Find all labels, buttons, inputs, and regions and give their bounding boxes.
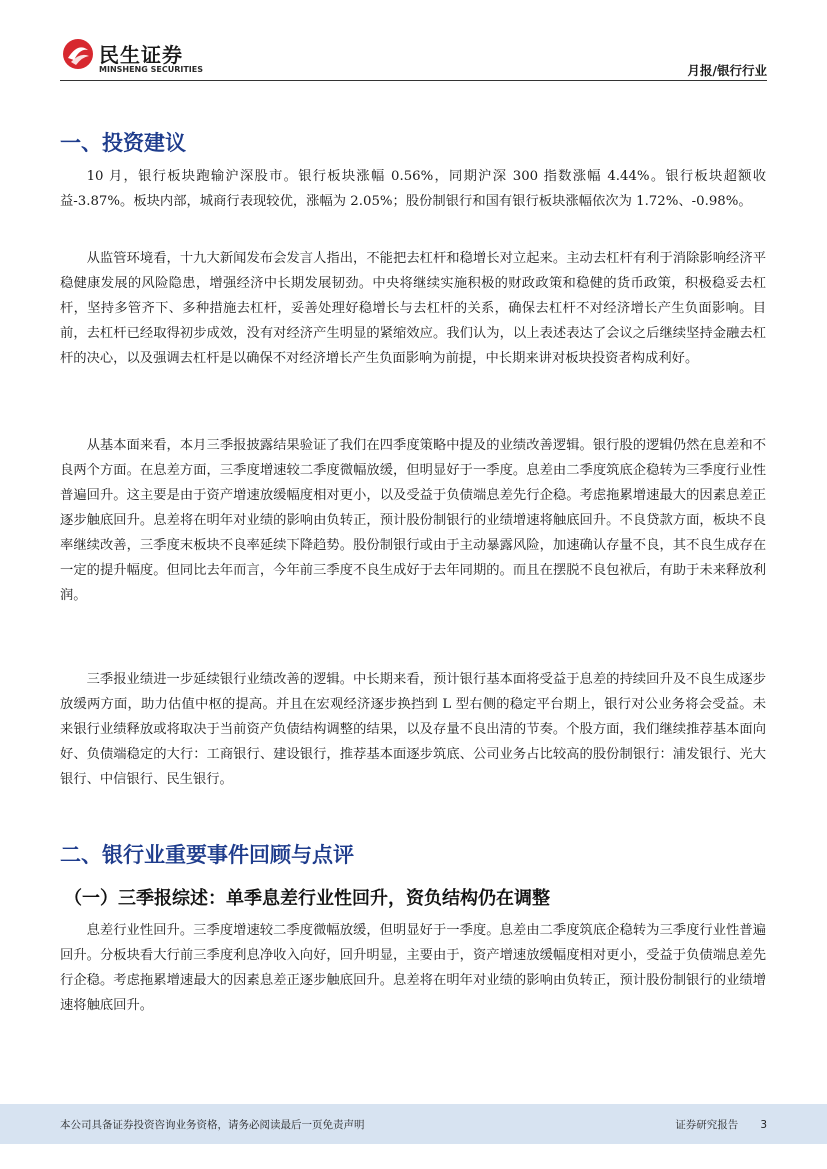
section-heading-industry-events: 二、银行业重要事件回顾与点评: [60, 843, 354, 867]
paragraph-market-performance: 10 月，银行板块跑输沪深股市。银行板块涨幅 0.56%，同期沪深 300 指数涨幅 4.44%。银行板块超额收益-3.87%。板块内部，城商行表现较优，涨幅为 2.05%；股份制银行和国有银行板块涨幅依次为 1.72%、-0.98%。: [60, 169, 766, 209]
subsection-heading-q3-summary: （一）三季报综述：单季息差行业性回升，资负结构仍在调整: [64, 888, 550, 909]
logo-chinese-name: 民生证券: [99, 43, 183, 67]
footer-disclaimer: 本公司具备证券投资咨询业务资格，请务必阅读最后一页免责声明: [60, 1119, 365, 1131]
paragraph-fundamentals: 从基本面来看，本月三季报披露结果验证了我们在四季度策略中提及的业绩改善逻辑。银行股的逻辑仍然在息差和不良两个方面。在息差方面，三季度增速较二季度微幅放缓，但明显好于一季度。息差由二季度筑底企稳转为三季度行业性普遍回升。这主要是由于资产增速放缓幅度相对更小，以及受益于负债端息差先行企稳。考虑拖累增速最大的因素息差正逐步触底回升。息差将在明年对业绩的影响由负转正，预计股份制银行的业绩增速将触底回升。不良贷款方面，板块不良率继续改善，三季度末板块不良率延续下降趋势。股份制银行或由于主动暴露风险，加速确认存量不良，其不良生成存在一定的提升幅度。但同比去年而言，今年前三季度不良生成好于去年同期的。而且在摆脱不良包袱后，有助于未来释放利润。: [60, 438, 766, 603]
footer-document-type: 证券研究报告: [675, 1119, 739, 1131]
page-number: 3: [760, 1119, 767, 1131]
logo-english-name: MINSHENG SECURITIES: [99, 65, 203, 74]
paragraph-q3-earnings: 三季报业绩进一步延续银行业绩改善的逻辑。中长期来看，预计银行基本面将受益于息差的持续回升及不良生成逐步放缓两方面，助力估值中枢的提高。并且在宏观经济逐步换挡到 L 型右侧的稳定平台期上，银行对公业务将会受益。未来银行业绩释放或将取决于当前资产负债结构调整的结果，以及存量不良出清的节奏。个股方面，我们继续推荐基本面向好、负债端稳定的大行：工商银行、建设银行，推荐基本面逐步筑底、公司业务占比较高的股份制银行：浦发银行、光大银行、中信银行、民生银行。: [60, 672, 766, 787]
footer-right-group: [675, 1117, 767, 1132]
header-divider: [60, 80, 767, 81]
paragraph-net-interest-margin: 息差行业性回升。三季度增速较二季度微幅放缓，但明显好于一季度。息差由二季度筑底企稳转为三季度行业性普遍回升。分板块看大行前三季度利息净收入向好，回升明显，主要由于，资产增速放缓幅度相对更小，受益于负债端息差先行企稳。考虑拖累增速最大的因素息差正逐步触底回升。息差将在明年对业绩的影响由负转正，预计股份制银行的业绩增速将触底回升。: [60, 923, 766, 1013]
company-logo: [62, 38, 212, 78]
page-footer: [0, 1104, 827, 1144]
section-heading-investment-advice: 一、投资建议: [60, 131, 186, 155]
report-type-label: 月报/银行行业: [687, 63, 767, 78]
minsheng-logo-icon: [62, 38, 94, 70]
paragraph-regulatory-environment: 从监管环境看，十九大新闻发布会发言人指出，不能把去杠杆和稳增长对立起来。主动去杠杆有利于消除影响经济平稳健康发展的风险隐患，增强经济中长期发展韧劲。中央将继续实施积极的财政政策和稳健的货币政策，积极稳妥去杠杆，坚持多管齐下、多种措施去杠杆，妥善处理好稳增长与去杠杆的关系，确保去杠杆不对经济增长产生负面影响。目前，去杠杆已经取得初步成效，没有对经济产生明显的紧缩效应。我们认为，以上表述表达了会议之后继续坚持金融去杠杆的决心，以及强调去杠杆是以确保不对经济增长产生负面影响为前提，中长期来讲对板块投资者构成利好。: [60, 251, 766, 366]
